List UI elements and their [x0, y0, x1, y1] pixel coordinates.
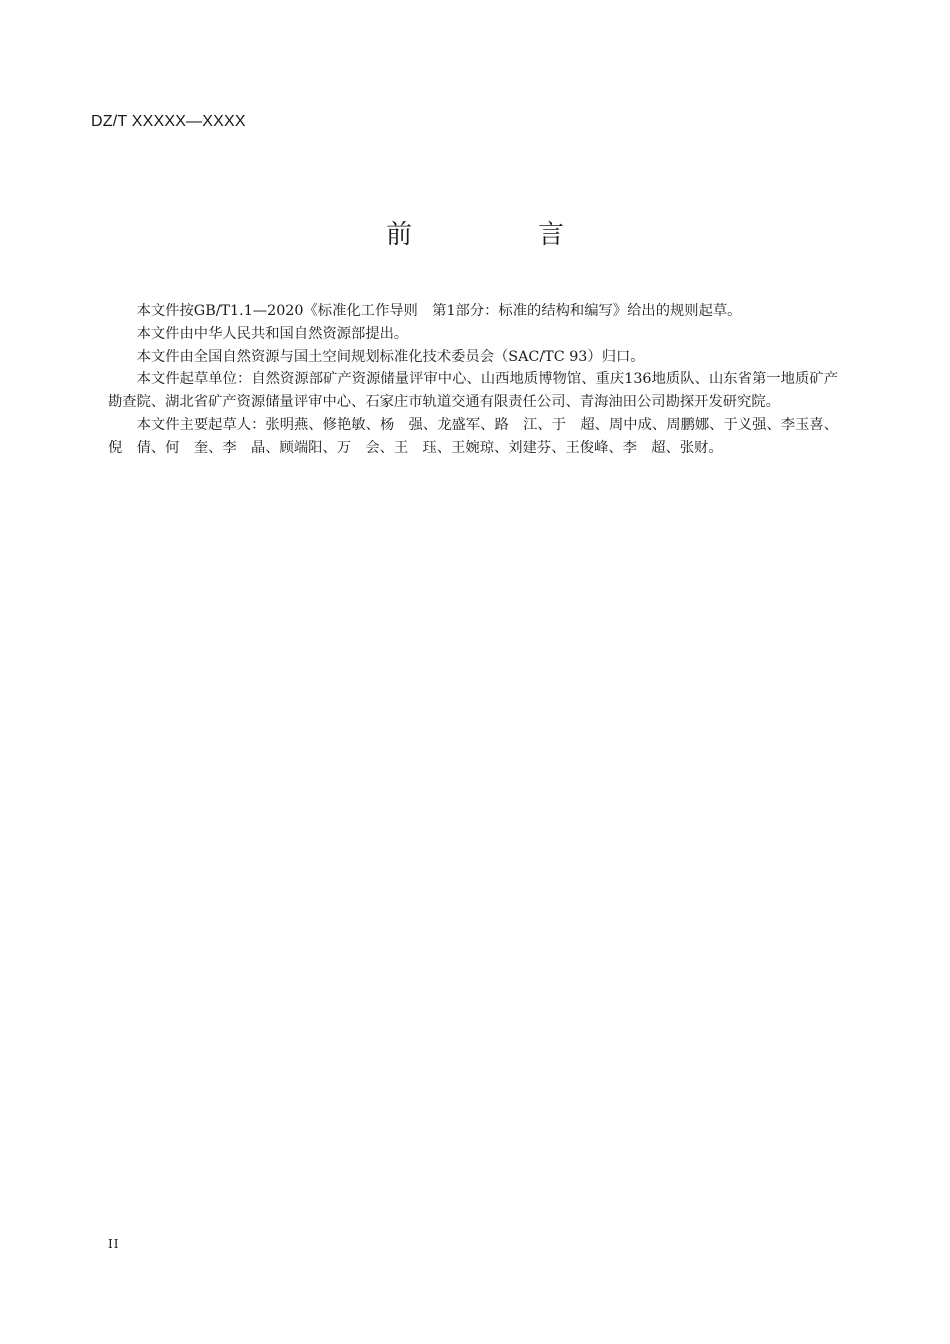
page-title: 前 言: [385, 220, 614, 250]
paragraph-proposer: 本文件由中华人民共和国自然资源部提出。: [136, 325, 409, 342]
foreword-body: [108, 300, 838, 460]
paragraph-drafting-rules: 本文件按GB/T1.1—2020《标准化工作导则 第1部分：标准的结构和编写》给出的规则起草。: [136, 303, 742, 319]
paragraph-drafting-units: 本文件起草单位：自然资源部矿产资源储量评审中心、山西地质博物馆、重庆136地质队、山东省第一地质矿产勘查院、湖北省矿产资源储量评审中心、石家庄市轨道交通有限责任公司、青海油田公司勘探开发研究院。: [108, 371, 838, 411]
paragraph-administrator: 本文件由全国自然资源与国土空间规划标准化技术委员会（SAC/TC 93）归口。: [136, 348, 645, 365]
paragraph-drafters: 本文件主要起草人：张明燕、修艳敏、杨 强、龙盛军、路 江、于 超、周中成、周鹏娜、于义强、李玉喜、倪 倩、何 奎、李 晶、顾端阳、万 会、王 珏、王婉琼、刘建芬、王俊峰、李 超、张财。: [108, 416, 838, 456]
standard-code-header: DZ/T XXXXX—XXXX: [91, 113, 246, 130]
page-number: II: [108, 1237, 120, 1251]
